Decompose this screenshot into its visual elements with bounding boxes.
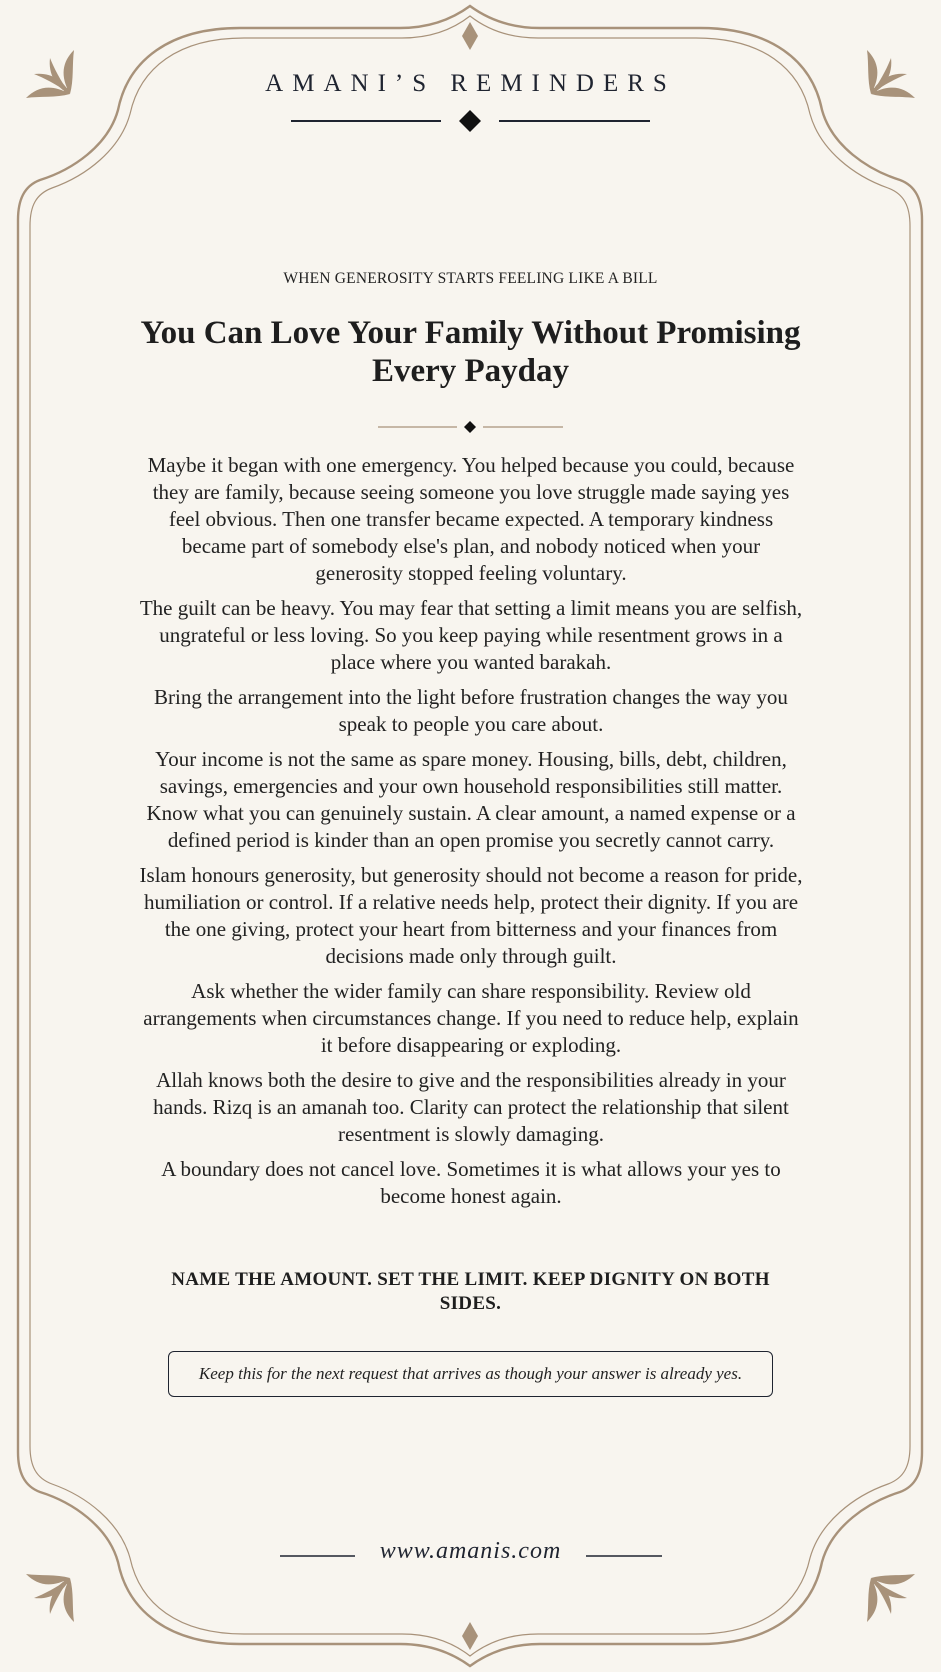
article-title: You Can Love Your Family Without Promising Every Payday [140, 315, 801, 389]
paragraph: Islam honours generosity, but generosity should not become a reason for pride, humiliation or control. If a relative needs help, protect their dignity. If you are the one giving, protect your heart from bitterness and your finances from decisions made only through guilt. [139, 863, 803, 968]
paragraph: Maybe it began with one emergency. You helped because you could, because they are family, because seeing someone you love struggle made saying yes feel obvious. Then one transfer became expected. A temporary kindness became part of somebody else's plan, and nobody noticed when your generosity stopped feeling voluntary. [147, 453, 795, 585]
article-body [136, 452, 806, 1218]
diamond-ornament-icon [462, 1622, 478, 1650]
paragraph: Allah knows both the desire to give and the responsibilities already in your hands. Rizq is an amanah too. Clarity can protect the relationship that silent resentment is slowly damaging. [153, 1068, 789, 1146]
paragraph: Your income is not the same as spare money. Housing, bills, debt, children, savings, emergencies and your own household responsibilities still matter. Know what you can genuinely sustain. A clear amount, a named expense or a defined period is kinder than an open promise you secretly cannot carry. [146, 747, 796, 852]
paragraph: The guilt can be heavy. You may fear that setting a limit means you are selfish, ungrateful or less loving. So you keep paying while resentment grows in a place where you wanted barakah. [139, 596, 803, 674]
diamond-ornament-icon [459, 110, 481, 132]
reminder-note-box: Keep this for the next request that arrives as though your answer is already yes. [168, 1351, 773, 1397]
diamond-ornament-icon [464, 421, 476, 433]
paragraph: A boundary does not cancel love. Sometimes it is what allows your yes to become honest again. [161, 1157, 781, 1208]
website-link[interactable]: www.amanis.com [379, 1538, 562, 1564]
callout-text: NAME THE AMOUNT. SET THE LIMIT. KEEP DIGNITY ON BOTH SIDES. [171, 1269, 770, 1314]
floral-corner-icon [867, 1574, 915, 1622]
paragraph: Bring the arrangement into the light before frustration changes the way you speak to people you care about. [154, 685, 788, 736]
article-kicker: WHEN GENEROSITY STARTS FEELING LIKE A BILL [283, 270, 658, 287]
brand-title: AMANI’S REMINDERS [265, 70, 676, 97]
floral-corner-icon [26, 1574, 74, 1622]
paragraph: Ask whether the wider family can share responsibility. Review old arrangements when circumstances change. If you need to reduce help, explain it before disappearing or exploding. [143, 979, 799, 1057]
diamond-ornament-icon [462, 22, 478, 50]
